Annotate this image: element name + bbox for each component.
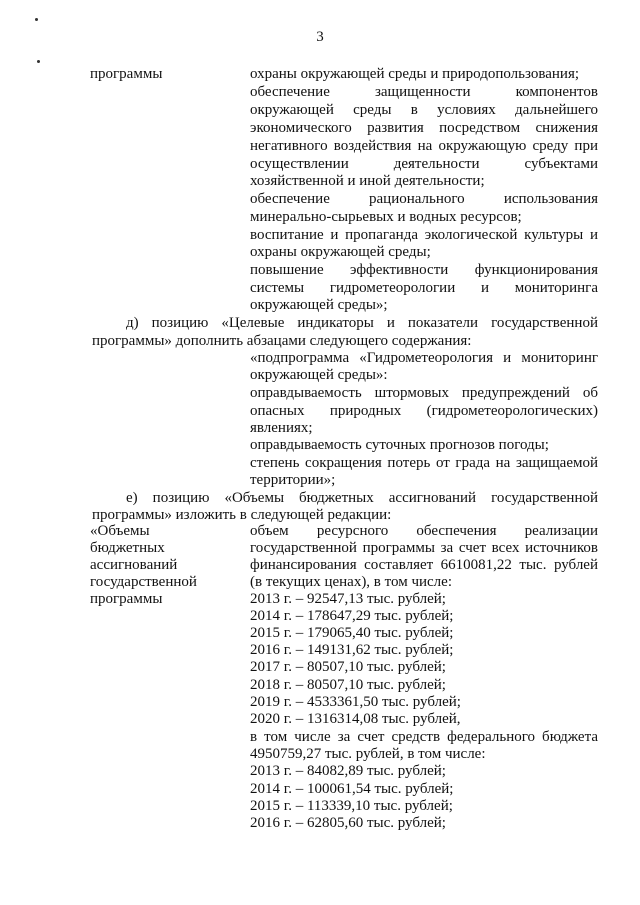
funding-year-line: 2014 г. – 178647,29 тыс. рублей; [250, 608, 454, 624]
funding-year-line: 2015 г. – 113339,10 тыс. рублей; [250, 798, 453, 814]
funding-year-line: 2019 г. – 4533361,50 тыс. рублей; [250, 694, 461, 710]
text-line: воспитание и пропаганда экологической культуры и [250, 227, 598, 243]
funding-year-line: 2013 г. – 84082,89 тыс. рублей; [250, 763, 446, 779]
scan-speck [37, 60, 40, 63]
quote-line: степень сокращения потерь от града на защищаемой [250, 455, 598, 471]
funding-line: объем ресурсного обеспечения реализации [250, 523, 598, 539]
text-line: повышение эффективности функционирования [250, 262, 598, 278]
text-line: обеспечение рационального использования [250, 191, 598, 207]
funding-line: 4950759,27 тыс. рублей, в том числе: [250, 746, 486, 762]
funding-year-line: 2015 г. – 179065,40 тыс. рублей; [250, 625, 454, 641]
volumes-label-line: программы [90, 591, 163, 607]
quote-line: оправдываемость суточных прогнозов погоды; [250, 437, 549, 453]
funding-year-line: 2016 г. – 62805,60 тыс. рублей; [250, 815, 446, 831]
text-line: окружающей среды»; [250, 297, 388, 313]
funding-year-line: 2017 г. – 80507,10 тыс. рублей; [250, 659, 446, 675]
quote-line: оправдываемость штормовых предупреждений об [250, 385, 598, 401]
text-line: обеспечение защищенности компонентов [250, 84, 598, 100]
funding-year-line: 2013 г. – 92547,13 тыс. рублей; [250, 591, 446, 607]
funding-line: в том числе за счет средств федерального бюджета [250, 729, 598, 745]
page-number: 3 [316, 29, 324, 45]
text-line: негативного воздействия на окружающую среду при [250, 138, 598, 154]
funding-year-line: 2014 г. – 100061,54 тыс. рублей; [250, 781, 454, 797]
text-line: экономического развития посредством снижения [250, 120, 598, 136]
text-line: охраны окружающей среды и природопользования; [250, 66, 580, 82]
scan-speck [35, 18, 38, 21]
quote-line: «подпрограмма «Гидрометеорология и мониторинг [250, 350, 598, 366]
volumes-label-line: бюджетных [90, 540, 165, 556]
program-label: программы [90, 66, 163, 82]
funding-year-line: 2016 г. – 149131,62 тыс. рублей; [250, 642, 454, 658]
volumes-label-line: «Объемы [90, 523, 150, 539]
quote-line: опасных природных (гидрометеорологических) [250, 403, 598, 419]
text-line: хозяйственной и иной деятельности; [250, 173, 485, 189]
volumes-label-line: государственной [90, 574, 197, 590]
item-e-line: программы» изложить в следующей редакции: [92, 507, 392, 523]
item-d-line: программы» дополнить абзацами следующего содержания: [92, 333, 472, 349]
item-d-line: д) позицию «Целевые индикаторы и показатели государственной [126, 315, 598, 331]
text-line: системы гидрометеорологии и мониторинга [250, 280, 598, 296]
funding-line: финансирования составляет 6610081,22 тыс. рублей [250, 557, 598, 573]
funding-line: государственной программы за счет всех источников [250, 540, 598, 556]
text-line: минерально-сырьевых и водных ресурсов; [250, 209, 522, 225]
volumes-label-line: ассигнований [90, 557, 178, 573]
text-line: охраны окружающей среды; [250, 244, 431, 260]
funding-year-line: 2018 г. – 80507,10 тыс. рублей; [250, 677, 446, 693]
funding-year-line: 2020 г. – 1316314,08 тыс. рублей, [250, 711, 461, 727]
text-line: осуществлении деятельности субъектами [250, 156, 598, 172]
quote-line: территории»; [250, 472, 336, 488]
item-e-line: е) позицию «Объемы бюджетных ассигнований государственной [126, 490, 598, 506]
text-line: окружающей среды в условиях дальнейшего [250, 102, 598, 118]
funding-line: (в текущих ценах), в том числе: [250, 574, 452, 590]
quote-line: окружающей среды»: [250, 367, 388, 383]
quote-line: явлениях; [250, 420, 313, 436]
